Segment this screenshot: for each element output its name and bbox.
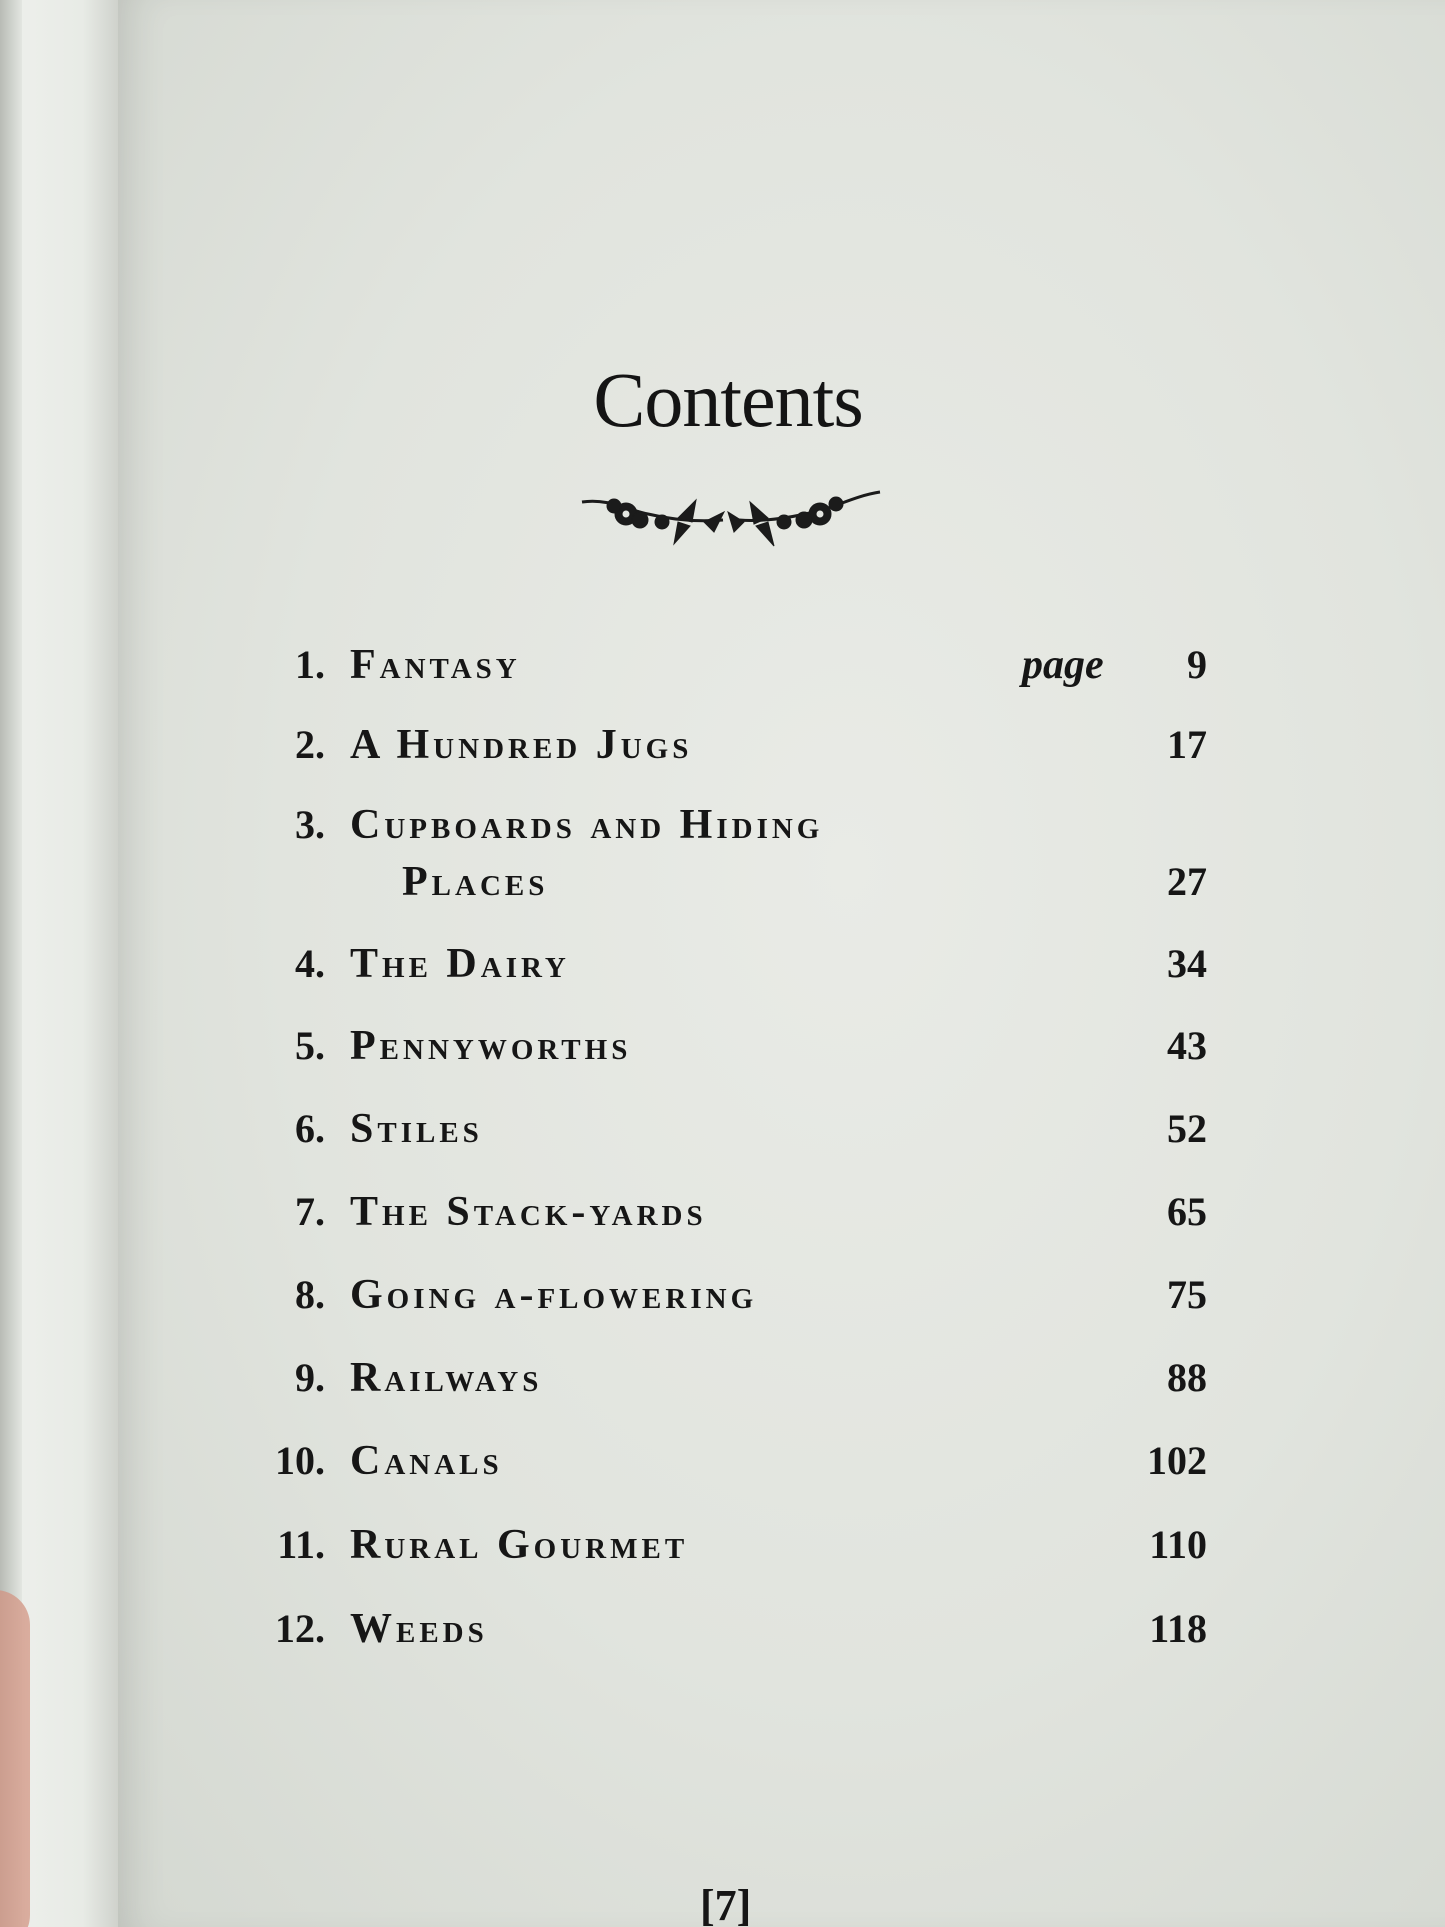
toc-entry <box>0 721 1445 781</box>
chapter-number: 2. <box>295 722 325 767</box>
chapter-number: 3. <box>295 802 325 847</box>
page-title: Contents <box>593 356 863 443</box>
chapter-title: Cupboards and Hiding <box>350 802 824 848</box>
chapter-title: Pennyworths <box>350 1023 632 1069</box>
toc-entry <box>0 1437 1445 1497</box>
toc-entry <box>0 1271 1445 1331</box>
toc-entry <box>0 940 1445 1000</box>
chapter-title: Going a-flowering <box>350 1272 758 1318</box>
chapter-page: 110 <box>1149 1522 1207 1567</box>
toc-entry <box>0 641 1445 701</box>
page-number: [7] <box>700 1881 752 1927</box>
chapter-title-continued: Places <box>402 859 549 905</box>
chapter-title: Canals <box>350 1438 503 1484</box>
chapter-page: 118 <box>1149 1606 1207 1651</box>
chapter-title: A Hundred Jugs <box>350 722 693 768</box>
toc-entry <box>0 1105 1445 1165</box>
toc-entry <box>0 1521 1445 1581</box>
chapter-number: 9. <box>295 1355 325 1400</box>
chapter-title: Railways <box>350 1355 543 1401</box>
chapter-title: Stiles <box>350 1106 483 1152</box>
chapter-title: Fantasy <box>350 642 521 688</box>
toc-entry-continuation <box>0 858 1445 918</box>
chapter-page: 52 <box>1167 1106 1207 1151</box>
chapter-number: 10. <box>275 1438 325 1483</box>
toc-entry <box>0 1605 1445 1665</box>
chapter-number: 1. <box>295 642 325 687</box>
chapter-title: Rural Gourmet <box>350 1522 689 1568</box>
chapter-page: 27 <box>1167 859 1207 904</box>
chapter-number: 11. <box>277 1522 325 1567</box>
toc-entry <box>0 1188 1445 1248</box>
toc-entry <box>0 1354 1445 1414</box>
chapter-number: 8. <box>295 1272 325 1317</box>
chapter-page: 9 <box>1187 642 1207 687</box>
chapter-number: 6. <box>295 1106 325 1151</box>
chapter-page: 65 <box>1167 1189 1207 1234</box>
chapter-title: Weeds <box>350 1606 488 1652</box>
chapter-title: The Stack-yards <box>350 1189 707 1235</box>
chapter-number: 12. <box>275 1606 325 1651</box>
chapter-page: 75 <box>1167 1272 1207 1317</box>
chapter-page: 102 <box>1147 1438 1207 1483</box>
chapter-number: 4. <box>295 941 325 986</box>
toc-entry <box>0 801 1445 861</box>
chapter-page: 88 <box>1167 1355 1207 1400</box>
chapter-page: 43 <box>1167 1023 1207 1068</box>
chapter-number: 5. <box>295 1023 325 1068</box>
page-label: page <box>1022 642 1104 688</box>
toc-entry <box>0 1022 1445 1082</box>
chapter-title: The Dairy <box>350 941 570 987</box>
chapter-page: 17 <box>1167 722 1207 767</box>
chapter-page: 34 <box>1167 941 1207 986</box>
chapter-number: 7. <box>295 1189 325 1234</box>
